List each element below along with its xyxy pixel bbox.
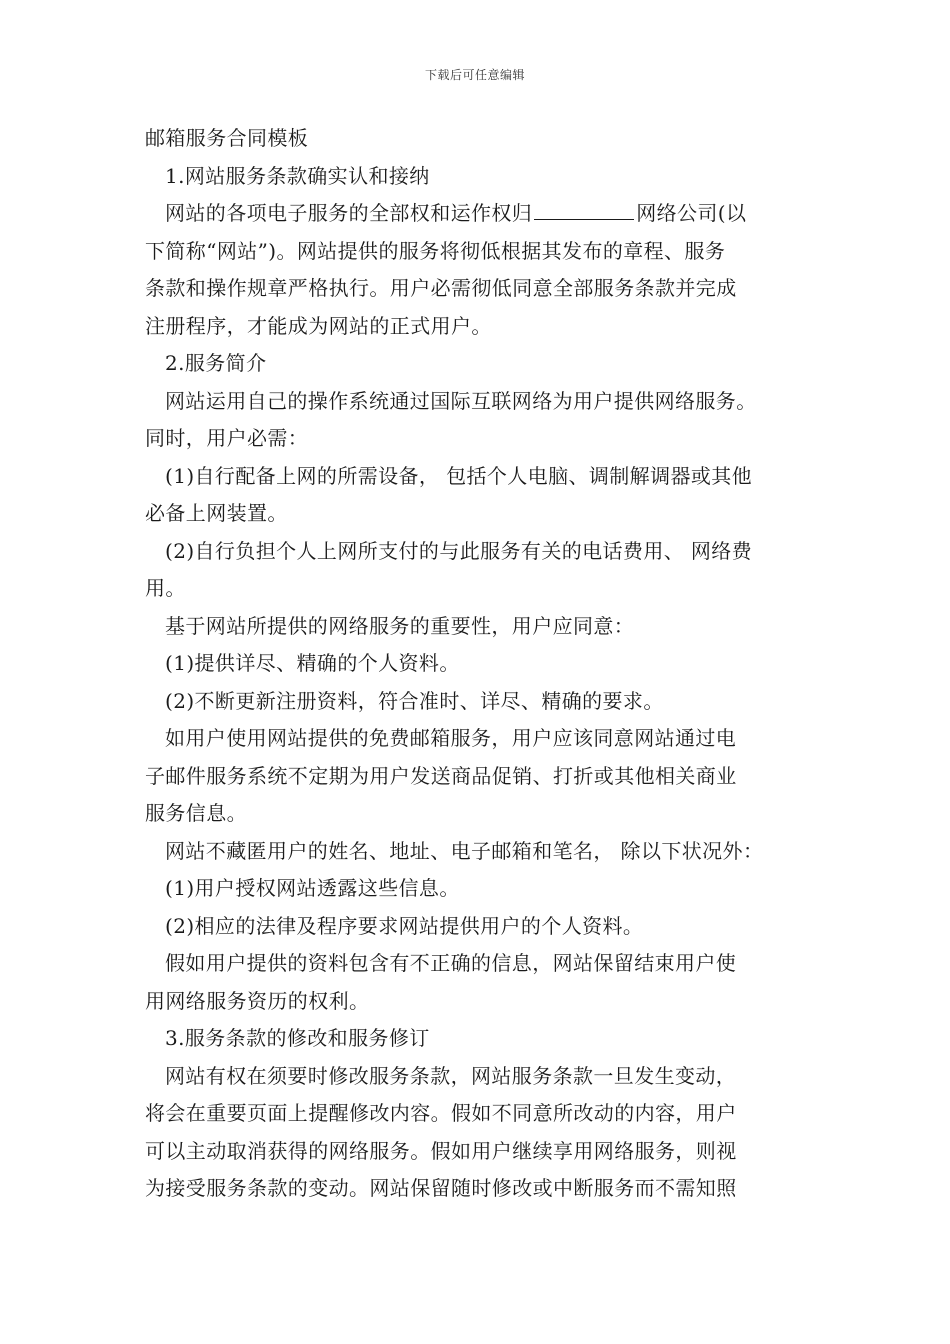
fill-in-blank	[534, 197, 634, 220]
text-line	[145, 683, 810, 721]
line-text: 网站的各项电子服务的全部权和运作权归	[165, 201, 533, 225]
line-text: 用。	[145, 576, 186, 600]
text-line	[145, 195, 810, 233]
line-text: 假如用户提供的资料包含有不正确的信息，网站保留结束用户使	[165, 951, 737, 975]
text-line	[145, 420, 810, 458]
line-text: 条款和操作规章严格执行。用户必需彻低同意全部服务条款并完成	[145, 276, 737, 300]
text-line	[145, 270, 810, 308]
text-line	[145, 570, 810, 608]
line-text: 用网络服务资历的权利。	[145, 988, 370, 1013]
line-text: (1)自行配备上网的所需设备， 包括个人电脑、调制解调器或其他	[165, 463, 753, 488]
text-line	[145, 1095, 810, 1133]
text-line	[145, 945, 810, 983]
line-text: (2)相应的法律及程序要求网站提供用户的个人资料。	[165, 913, 644, 938]
line-text: 可以主动取消获得的网络服务。假如用户继续享用网络服务，则视	[145, 1138, 737, 1163]
line-text-suffix: 网络公司(以	[636, 201, 747, 225]
text-line	[145, 308, 810, 346]
text-line	[145, 983, 810, 1021]
text-line	[145, 383, 810, 421]
document-body	[145, 120, 810, 1208]
text-line	[145, 458, 810, 496]
text-line	[145, 833, 810, 871]
header-note: 下载后可任意编辑	[424, 68, 525, 82]
text-line	[145, 720, 810, 758]
text-line	[145, 233, 810, 271]
line-text: (2)不断更新注册资料，符合准时、详尽、精确的要求。	[165, 688, 664, 713]
text-line	[145, 870, 810, 908]
document-lines	[145, 158, 810, 1208]
text-line	[145, 758, 810, 796]
line-text: 将会在重要页面上提醒修改内容。假如不同意所改动的内容，用户	[145, 1101, 737, 1125]
line-text: 2.服务简介	[165, 351, 267, 375]
text-line	[145, 1170, 810, 1208]
line-text: 1.网站服务条款确实认和接纳	[165, 163, 430, 188]
text-line	[145, 345, 810, 383]
line-text: (1)用户授权网站透露这些信息。	[165, 876, 460, 900]
text-line	[145, 908, 810, 946]
line-text: 如用户使用网站提供的免费邮箱服务，用户应该同意网站通过电	[165, 726, 737, 750]
line-text: 网站有权在须要时修改服务条款，网站服务条款一旦发生变动，	[165, 1063, 737, 1088]
line-text: (1)提供详尽、精确的个人资料。	[165, 651, 460, 675]
line-text: 注册程序，才能成为网站的正式用户。	[145, 313, 492, 338]
line-text: 子邮件服务系统不定期为用户发送商品促销、打折或其他相关商业	[145, 763, 737, 788]
line-text: 为接受服务条款的变动。网站保留随时修改或中断服务而不需知照	[145, 1176, 737, 1200]
line-text: 网站不藏匿用户的姓名、地址、电子邮箱和笔名， 除以下状况外：	[165, 838, 764, 863]
text-line	[145, 495, 810, 533]
text-line	[145, 608, 810, 646]
text-line	[145, 533, 810, 571]
line-text: 3.服务条款的修改和服务修订	[165, 1026, 430, 1050]
line-text: 必备上网装置。	[145, 501, 288, 525]
line-text: 同时，用户必需：	[145, 426, 309, 450]
text-line	[145, 795, 810, 833]
text-line	[145, 1058, 810, 1096]
line-text: 下简称“网站”)。网站提供的服务将彻低根据其发布的章程、服务	[145, 238, 726, 263]
line-text: 基于网站所提供的网络服务的重要性，用户应同意：	[165, 613, 635, 638]
document-title: 邮箱服务合同模板	[145, 126, 309, 150]
text-line	[145, 645, 810, 683]
line-text: 服务信息。	[145, 801, 247, 825]
text-line	[145, 158, 810, 196]
line-text: (2)自行负担个人上网所支付的与此服务有关的电话费用、 网络费	[165, 538, 753, 563]
text-line	[145, 1133, 810, 1171]
line-text: 网站运用自己的操作系统通过国际互联网络为用户提供网络服务。	[165, 388, 757, 413]
text-line	[145, 1020, 810, 1058]
